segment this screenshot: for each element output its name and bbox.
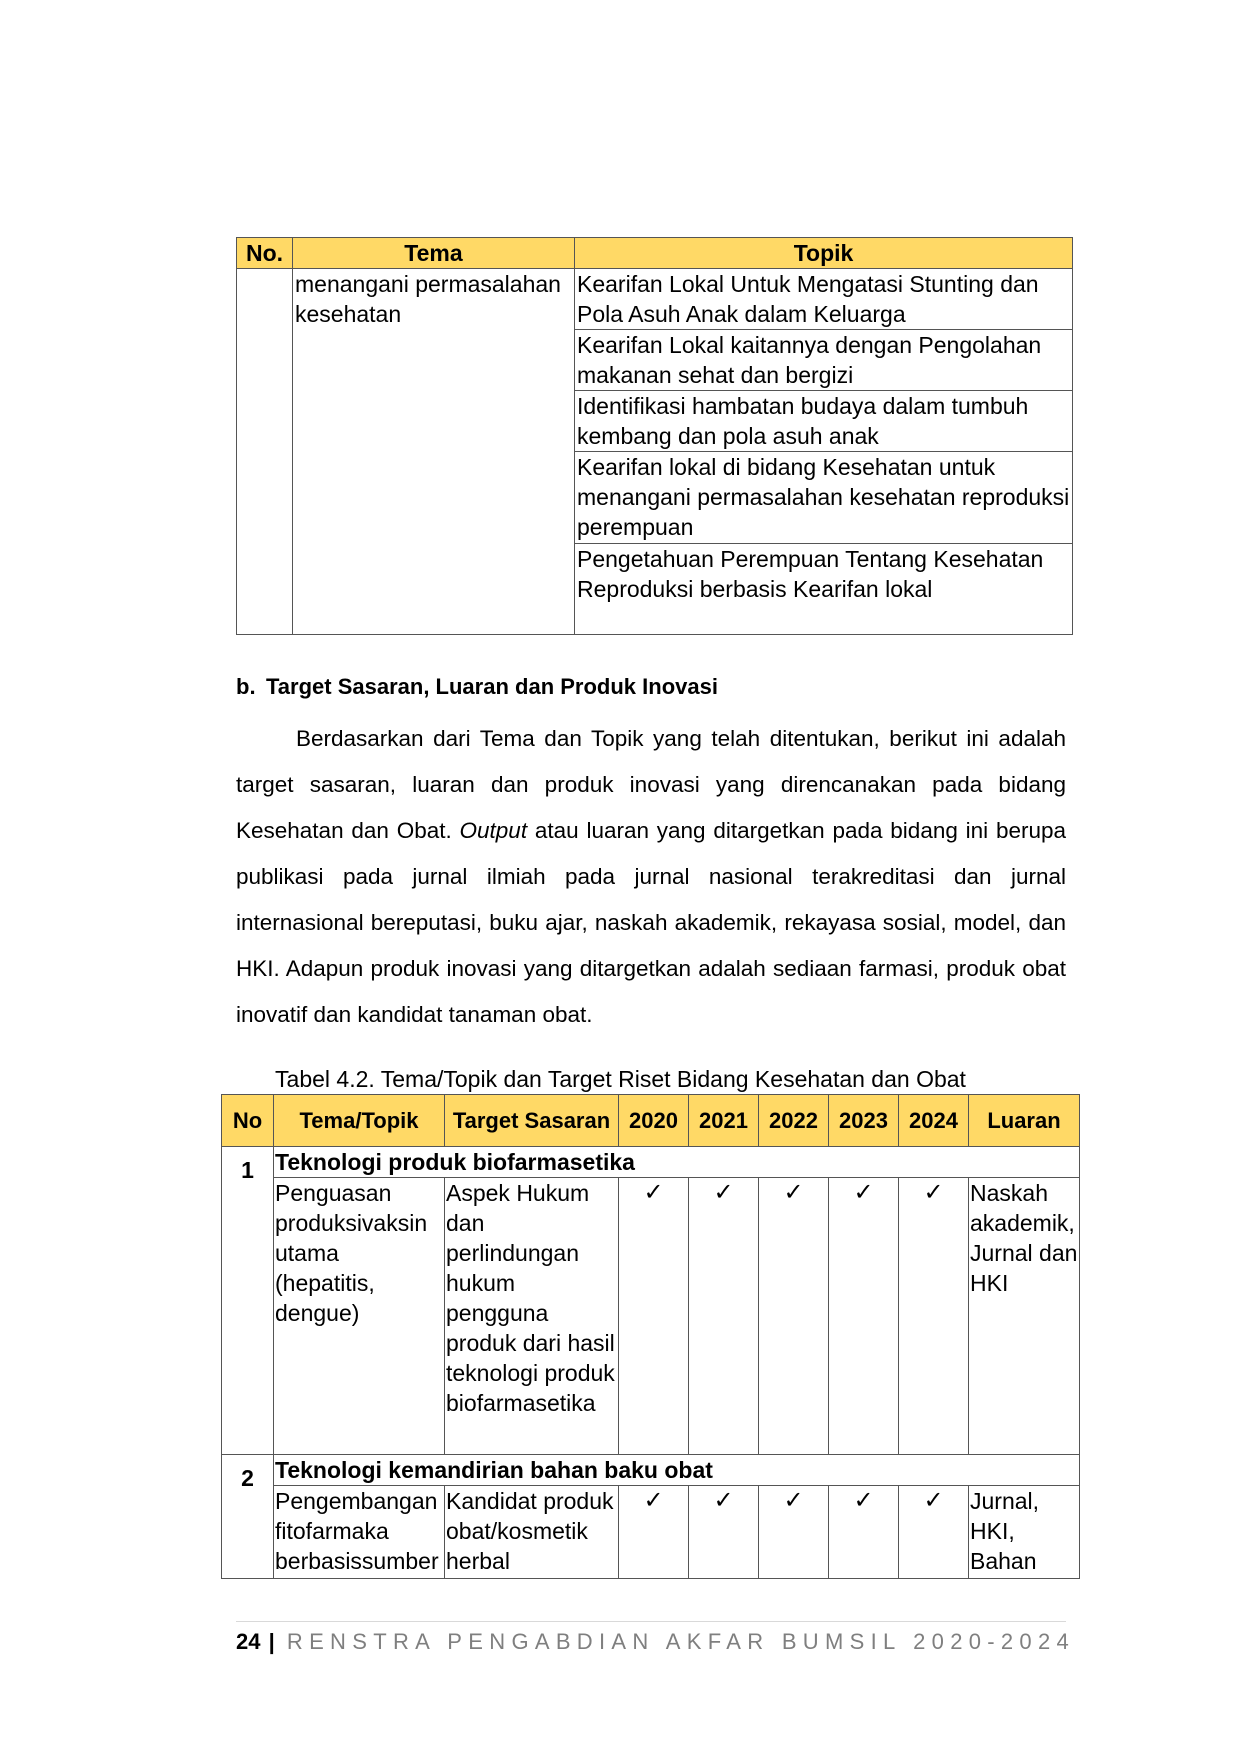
header-tema-topik: Tema/Topik <box>274 1095 445 1147</box>
footer-divider <box>236 1621 1066 1622</box>
section-title: Target Sasaran, Luaran dan Produk Inovasi <box>266 674 718 699</box>
table-row <box>222 1486 1080 1579</box>
header-year-2021: 2021 <box>689 1095 759 1147</box>
topic-cell: Kearifan Lokal Untuk Mengatasi Stunting dan Pola Asuh Anak dalam Keluarga <box>575 269 1073 330</box>
topic-cell: Pengetahuan Perempuan Tentang Kesehatan Reproduksi berbasis Kearifan lokal <box>575 544 1073 635</box>
header-luaran: Luaran <box>969 1095 1080 1147</box>
group-title-row <box>222 1147 1080 1178</box>
footer-title: RENSTRA PENGABDIAN AKFAR BUMSIL 2020-2024 <box>286 1629 1076 1654</box>
topic-table-header-row <box>237 238 1073 269</box>
no-cell <box>237 269 293 635</box>
topic-cell: Kearifan Lokal kaitannya dengan Pengolahan makanan sehat dan bergizi <box>575 330 1073 391</box>
research-table-header-row <box>222 1095 1080 1147</box>
check-mark-icon: ✓ <box>619 1486 689 1579</box>
check-mark-icon: ✓ <box>829 1486 899 1579</box>
check-mark-icon: ✓ <box>899 1486 969 1579</box>
table-caption: Tabel 4.2. Tema/Topik dan Target Riset Bidang Kesehatan dan Obat <box>275 1066 966 1092</box>
tema-cell: menangani permasalahan kesehatan <box>293 269 575 635</box>
header-year-2024: 2024 <box>899 1095 969 1147</box>
header-no: No. <box>237 238 293 269</box>
paragraph-text: atau luaran yang ditargetkan pada bidang ini berupa publikasi pada jurnal ilmiah pada jurnal nasional terakreditasi dan jurnal internasional bereputasi, buku ajar, naskah akademik, rekayasa sosial, model, dan HKI. Adapun produk inovasi yang ditargetkan adalah sediaan farmasi, produk obat inovatif dan kandidat tanaman obat. <box>236 818 1067 1027</box>
paragraph-text: Berdasarkan dari Tema dan Topik yang telah ditentukan, berikut ini adalah target sasaran, luaran dan produk inovasi yang direncanakan pada bidang Kesehatan dan Obat. <box>236 726 1066 843</box>
header-no: No <box>222 1095 274 1147</box>
group-number: 2 <box>222 1455 274 1579</box>
target-cell: Aspek Hukum dan perlindungan hukum pengguna produk dari hasil teknologi produk biofarmasetika <box>445 1178 619 1455</box>
check-mark-icon: ✓ <box>829 1178 899 1455</box>
section-letter: b. <box>236 674 256 699</box>
footer-separator: | <box>268 1629 275 1654</box>
target-cell: Kandidat produk obat/kosmetik herbal <box>445 1486 619 1579</box>
topic-table <box>236 237 1073 635</box>
topic-cell: Pengembangan fitofarmaka berbasissumber <box>274 1486 445 1579</box>
table-row <box>222 1178 1080 1455</box>
research-target-table <box>221 1094 1080 1579</box>
section-heading <box>236 672 718 702</box>
header-year-2020: 2020 <box>619 1095 689 1147</box>
table-row <box>237 269 1073 330</box>
luaran-cell: Naskah akademik, Jurnal dan HKI <box>969 1178 1080 1455</box>
paragraph-italic-term: Output <box>459 818 528 843</box>
header-tema: Tema <box>293 238 575 269</box>
group-number: 1 <box>222 1147 274 1455</box>
topic-cell: Identifikasi hambatan budaya dalam tumbuh kembang dan pola asuh anak <box>575 391 1073 452</box>
header-target-sasaran: Target Sasaran <box>445 1095 619 1147</box>
check-mark-icon: ✓ <box>689 1486 759 1579</box>
header-topik: Topik <box>575 238 1073 269</box>
check-mark-icon: ✓ <box>899 1178 969 1455</box>
group-title: Teknologi kemandirian bahan baku obat <box>274 1455 1080 1486</box>
check-mark-icon: ✓ <box>759 1178 829 1455</box>
page-number: 24 <box>236 1629 261 1654</box>
group-title: Teknologi produk biofarmasetika <box>274 1147 1080 1178</box>
check-mark-icon: ✓ <box>689 1178 759 1455</box>
group-title-row <box>222 1455 1080 1486</box>
header-year-2022: 2022 <box>759 1095 829 1147</box>
topic-cell: Penguasan produksivaksin utama (hepatitis, dengue) <box>274 1178 445 1455</box>
check-mark-icon: ✓ <box>759 1486 829 1579</box>
luaran-cell: Jurnal, HKI, Bahan <box>969 1486 1080 1579</box>
topic-cell: Kearifan lokal di bidang Kesehatan untuk menangani permasalahan kesehatan reproduksi perempuan <box>575 452 1073 544</box>
page-footer <box>236 1627 1075 1657</box>
check-mark-icon: ✓ <box>619 1178 689 1455</box>
header-year-2023: 2023 <box>829 1095 899 1147</box>
body-paragraph <box>236 716 1066 1038</box>
